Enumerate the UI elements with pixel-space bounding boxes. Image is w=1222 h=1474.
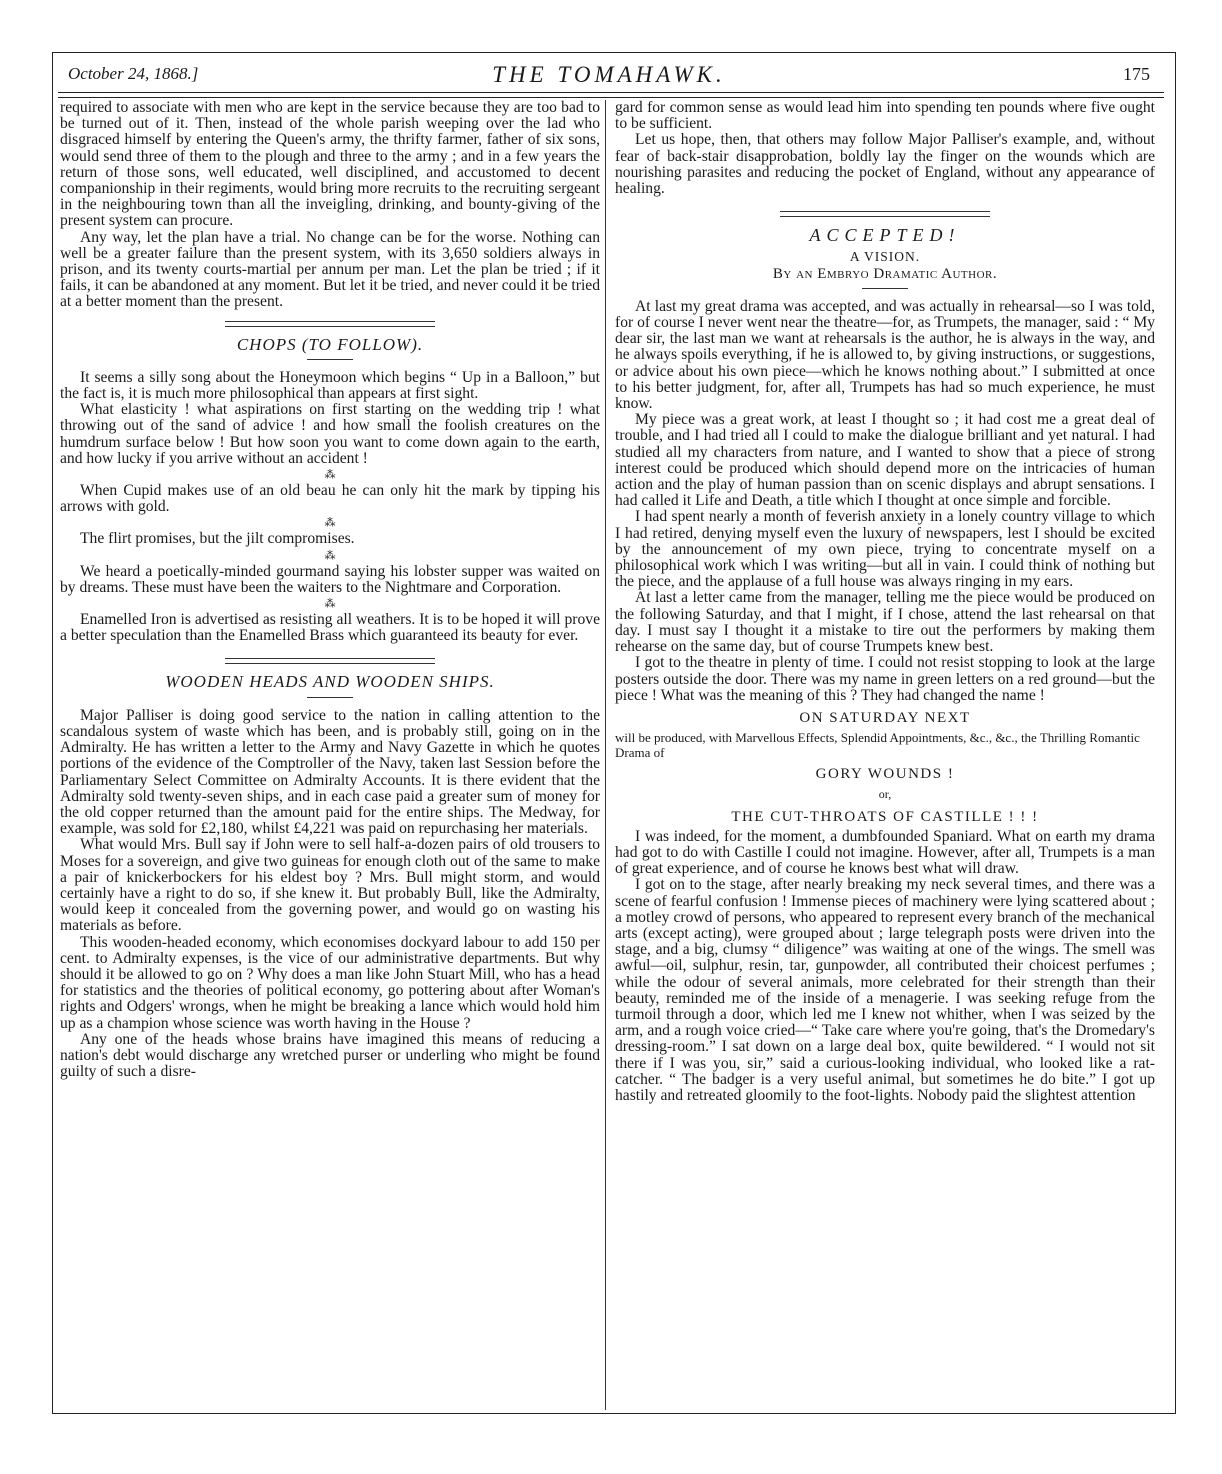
asterism: ⁂ <box>324 517 336 530</box>
paragraph: At last my great drama was accepted, and was actually in rehearsal—so I was told, for of course I never went near the theatre—for, as Trumpets, the manager, said : “ My dear sir, the last man we want at rehearsals is the author, he is always in the way, and he always spoils everything, if he is allowed to, by giving instructions, or suggestions, or advice about his own piece—which he knows nothing about.” I submitted at once to his better judgment, for, after all, Trumpets has had so much experience, he must know. <box>615 297 1155 413</box>
paragraph: Any way, let the plan have a trial. No change can be for the worse. Nothing can well be a greater failure than the present system, with its 3,650 soldiers always in prison, and its twenty courts-martial per annum per man. Let the plan be tried ; if it fails, it can be abandoned at any moment. But let it be tried, and never could it be tried at a better moment than the present. <box>60 228 600 311</box>
poster-text: will be produced, with Marvellous Effects, Splendid Appointments, &c., &c., the Thrilling Romantic Drama of <box>615 730 1140 761</box>
article-heading-accepted: ACCEPTED! <box>809 225 961 246</box>
section-rule <box>225 658 435 664</box>
paragraph: We heard a poetically-minded gourmand saying his lobster supper was waited on by dreams. These must have been the waiters to the Nightmare and Corporation. <box>60 562 600 596</box>
paragraph: At last a letter came from the manager, telling me the piece would be produced on the following Saturday, and that I might, if I chose, attend the last rehearsal on that day. I must say I thought it a mistake to tire out the performers by making them rehearse on the same day, but of course Trumpets knew best. <box>615 589 1155 656</box>
masthead <box>60 62 1158 90</box>
paragraph: It seems a silly song about the Honeymoon which begins “ Up in a Balloon,” but the fact is, it is much more philosophical than appears at first sight. <box>60 368 600 403</box>
article-heading-wooden: WOODEN HEADS AND WOODEN SHIPS. <box>165 672 495 692</box>
article-heading-chops: CHOPS (TO FOLLOW). <box>236 334 424 354</box>
column-divider <box>605 100 606 1410</box>
paragraph: What would Mrs. Bull say if John were to sell half-a-dozen pairs of old trousers to Moses for a sovereign, and give two guineas for enough cloth out of the same to make a pair of knickerbockers for his eldest boy ? Mrs. Bull might storm, and would certainly have a right to do so, if she knew it. But probably Bull, like the Admiralty, would keep it concealed from the governing power, and would go on wasting his materials as before. <box>60 836 600 935</box>
paragraph: required to associate with men who are kept in the service because they are too bad to be turned out of it. Then, instead of the whole parish weeping over the lad who disgraced himself by entering the Queen's army, the thrifty farmer, father of six sons, would send three of them to the plough and three to the army ; and in a few years the return of those sons, well educated, well disciplined, and accustomed to decent companionship in their regiments, would bring more recruits to the recruiting sergeant in the neighbouring town than all the inveigling, drinking, and bounty-giving of the present system can procure. <box>60 100 600 230</box>
paragraph: I had spent nearly a month of feverish anxiety in a lonely country village to which I had retired, denying myself even the luxury of newspapers, lest I should be excited by the announcement of my own piece, trying to concentrate myself on a philosophical work which I was writing—but all in vain. I could think of nothing but the piece, and the applause of a full house was always ringing in my ears. <box>615 508 1155 591</box>
paragraph: The flirt promises, but the jilt compromises. <box>80 530 355 548</box>
paragraph: What elasticity ! what aspirations on first starting on the wedding trip ! what throwing out of the sand of advice ! and how small the foolish creatures on the humdrum surface below ! But how soon you want to come down again to the earth, and how lucky if you arrive without an accident ! <box>60 401 600 467</box>
asterism: ⁂ <box>324 598 336 611</box>
masthead-rule <box>58 92 1164 98</box>
paragraph: When Cupid makes use of an old beau he can only hit the mark by tipping his arrows with gold. <box>60 482 600 516</box>
paragraph: This wooden-headed economy, which economises dockyard labour to add 150 per cent. to Admiralty expenses, is the vice of our administrative departments. But why should it be allowed to go on ? Why does a man like John Stuart Mill, who has a head for statistics and the theories of political economy, go pottering about after Woman's rights and Odgers' wrongs, when he might be breaking a lance which would hold him up as a champion whose science was worth having in the House ? <box>60 933 600 1032</box>
publication-title: THE TOMAHAWK. <box>492 62 726 87</box>
poster-or: or, <box>878 787 892 802</box>
asterism: ⁂ <box>324 469 336 482</box>
paragraph: I got on to the stage, after nearly breaking my neck several times, and there was a scene of fearful confusion ! Immense pieces of machinery were lying scattered about ; a motley crowd of persons, who appeared to represent every branch of the mechanical arts (except acting), were grouped about ; large telegraph posts were driven into the stage, and a big, clumsy “ diligence” was waiting at one of the wings. The smell was awful—oil, sulphur, resin, tar, gunpowder, all contributed their choicest perfumes ; while the odour of several animals, more celebrated for their strength than their beauty, reminded me of the inside of a menagerie. I was seeking refuge from the turmoil through a door, which led me I knew not whither, when I was seized by the arm, and a rough voice cried—“ Take care where you're going, that's the Dromedary's dressing-room.” I sat down on a large deal box, quite bewildered. “ I would not sit there if I was you, sir,” said a curious-looking individual, who looked like a rat-catcher. “ The badger is a very useful animal, but sometimes he do bite.” I got up hastily and retreated gloomily to the foot-lights. Nobody paid the slightest attention <box>615 876 1155 1104</box>
poster-announcement: ON SATURDAY NEXT <box>799 709 971 726</box>
left-column <box>60 100 600 1400</box>
paragraph: Enamelled Iron is advertised as resisting all weathers. It is to be hoped it will prove a better speculation than the Enamelled Brass which guaranteed its beauty for ever. <box>60 611 600 645</box>
poster-play-title: GORY WOUNDS ! <box>815 766 955 783</box>
heading-rule <box>862 288 908 289</box>
paragraph: gard for common sense as would lead him into spending ten pounds where five ought to be sufficient. <box>615 100 1155 133</box>
page-number: 175 <box>1123 64 1150 84</box>
right-column <box>615 100 1155 1400</box>
heading-rule <box>307 359 353 360</box>
section-rule <box>780 211 990 217</box>
paragraph: My piece was a great work, at least I thought so ; it had cost me a great deal of trouble, and I had tried all I could to make the dialogue brilliant and yet natural. I had studied all my characters from nature, and I wanted to show that a piece of strong interest could be produced which should depend more on the intricacies of human action and the play of human passion than on scenic displays and abrupt sensations. I had called it Life and Death, a title which I thought at once simple and forcible. <box>615 411 1155 510</box>
paragraph: Major Palliser is doing good service to the nation in calling attention to the scandalous system of waste which has been, and is probably still, going on in the Admiralty. He has written a letter to the Army and Navy Gazette in which he quotes portions of the evidence of the Comptroller of the Navy, taken last Session before the Parliamentary Select Committee on Admiralty Accounts. It is there evident that the Admiralty sold twenty-seven ships, and in each case paid a greater sum of money for the old copper returned than the amount paid for the entire ships. The Medway, for example, was sold for £2,180, whilst £4,221 was paid on repurchasing her materials. <box>60 706 600 838</box>
issue-date: October 24, 1868.] <box>68 64 199 83</box>
article-subheading: A VISION. <box>849 249 921 265</box>
poster-play-subtitle: THE CUT-THROATS OF CASTILLE ! ! ! <box>731 808 1039 825</box>
heading-rule <box>307 697 353 698</box>
paragraph: Let us hope, then, that others may follow Major Palliser's example, and, without fear of back-stair disapprobation, boldly lay the finger on the wounds which are nourishing parasites and reducing the pocket of England, without any appearance of healing. <box>615 131 1155 198</box>
paragraph: I was indeed, for the moment, a dumbfounded Spaniard. What on earth my drama had got to do with Castille I could not imagine. However, after all, Trumpets is a man of great experience, and of course he knows best what will draw. <box>615 827 1155 878</box>
paragraph: I got to the theatre in plenty of time. I could not resist stopping to look at the large posters outside the door. There was my name in green letters on a red ground—but the piece ! What was the meaning of this ? They had changed the name ! <box>615 654 1155 704</box>
section-rule <box>225 321 435 327</box>
asterism: ⁂ <box>324 549 336 562</box>
paragraph: Any one of the heads whose brains have imagined this means of reducing a nation's debt would discharge any wretched purser or underling who might be found guilty of such a disre- <box>60 1030 600 1081</box>
article-byline: By an Embryo Dramatic Author. <box>772 265 998 282</box>
